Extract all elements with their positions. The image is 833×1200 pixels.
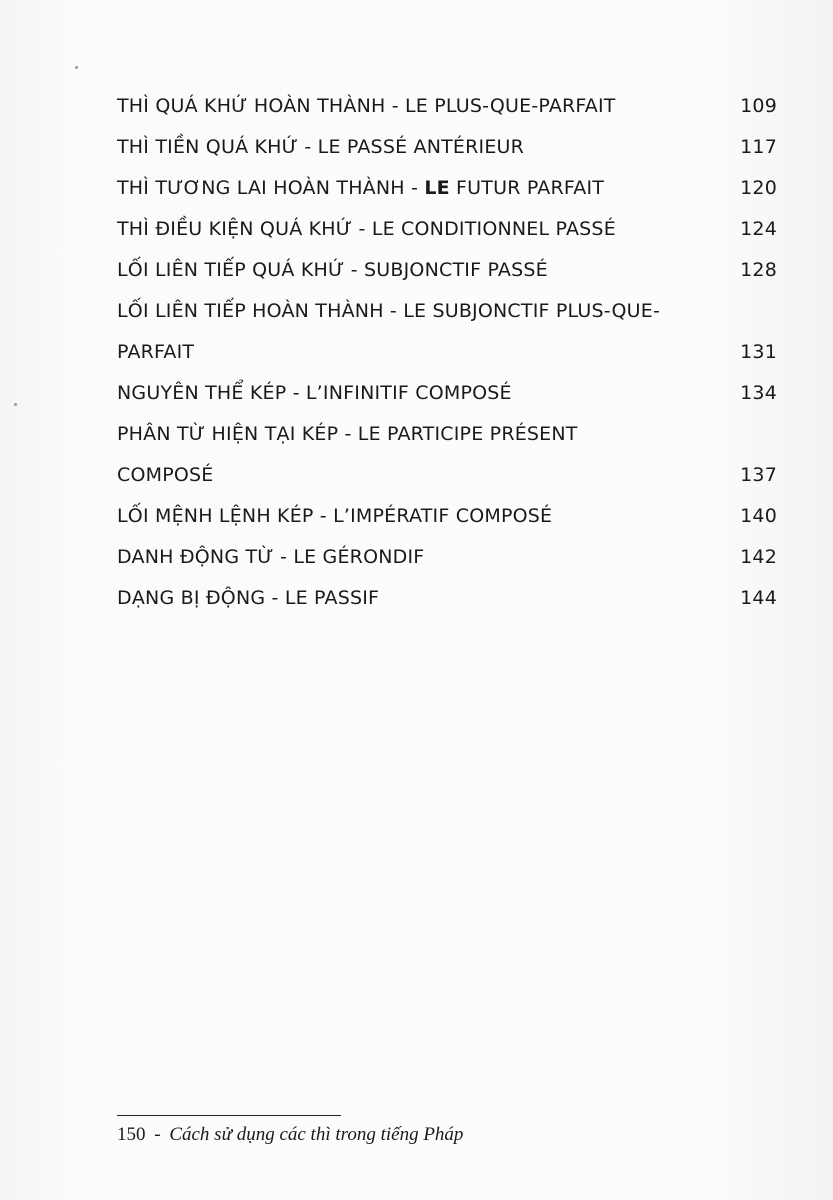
- toc-entry[interactable]: [117, 168, 777, 209]
- toc-entry-title: LỐI MỆNH LỆNH KÉP - L’IMPÉRATIF COMPOSÉ: [117, 505, 553, 527]
- toc-entry-title-line1: LỐI LIÊN TIẾP HOÀN THÀNH - LE SUBJONCTIF PLUS-QUE-: [117, 300, 661, 322]
- dot-leader: [551, 275, 737, 276]
- footer-rule: [117, 1115, 341, 1116]
- toc-entry-page: 142: [740, 546, 777, 568]
- toc-entry-title-line2: PARFAIT: [117, 341, 195, 363]
- dot-leader: [527, 152, 737, 153]
- dot-leader: [555, 521, 737, 522]
- toc-entry-title: DANH ĐỘNG TỪ - LE GÉRONDIF: [117, 546, 425, 568]
- toc-entry[interactable]: [117, 496, 777, 537]
- footer-page-number: 150: [117, 1124, 146, 1145]
- toc-entry-title-part: FUTUR PARFAIT: [449, 177, 605, 199]
- dot-leader: [427, 562, 737, 563]
- toc-entry-title-bold: LE: [424, 177, 450, 199]
- toc-entry-page: 117: [740, 136, 777, 158]
- toc-entry[interactable]: [117, 86, 777, 127]
- toc-entry-title: NGUYÊN THỂ KÉP - L’INFINITIF COMPOSÉ: [117, 382, 512, 404]
- toc-entry[interactable]: [117, 291, 777, 373]
- dot-leader: [217, 480, 738, 481]
- toc-entry[interactable]: [117, 373, 777, 414]
- toc-entry-title-line2: COMPOSÉ: [117, 464, 214, 486]
- dot-leader: [515, 398, 737, 399]
- toc-entry[interactable]: [117, 414, 777, 496]
- toc-entry-page: 120: [740, 177, 777, 199]
- toc-entry-page: 131: [740, 341, 777, 363]
- toc-entry-title: DẠNG BỊ ĐỘNG - LE PASSIF: [117, 587, 380, 609]
- scan-speck: [14, 403, 17, 406]
- toc-entry[interactable]: [117, 578, 777, 619]
- dot-leader: [382, 603, 737, 604]
- dot-leader: [607, 193, 737, 194]
- toc-entry-page: 109: [740, 95, 777, 117]
- toc-entry-page: 124: [740, 218, 777, 240]
- toc-entry-page: 140: [740, 505, 777, 527]
- toc-entry-title: THÌ ĐIỀU KIỆN QUÁ KHỨ - LE CONDITIONNEL PASSÉ: [117, 218, 616, 240]
- toc-entry-page: 144: [740, 587, 777, 609]
- toc-entry-title-part: THÌ TƯƠNG LAI HOÀN THÀNH -: [117, 177, 425, 199]
- toc-entry-title: LỐI LIÊN TIẾP QUÁ KHỨ - SUBJONCTIF PASSÉ: [117, 259, 548, 281]
- toc-entry-title: [117, 168, 604, 209]
- toc-entry[interactable]: [117, 250, 777, 291]
- dot-leader: [197, 357, 737, 358]
- footer-book-title: Cách sử dụng các thì trong tiếng Pháp: [169, 1124, 464, 1145]
- footer-separator: -: [154, 1124, 161, 1145]
- toc-entry-title-line1: PHÂN TỪ HIỆN TẠI KÉP - LE PARTICIPE PRÉSENT: [117, 423, 578, 445]
- dot-leader: [619, 234, 737, 235]
- toc-entry-title: THÌ TIỀN QUÁ KHỨ - LE PASSÉ ANTÉRIEUR: [117, 136, 525, 158]
- toc-entry[interactable]: [117, 209, 777, 250]
- toc-entry[interactable]: [117, 537, 777, 578]
- toc-entry-page: 137: [740, 464, 777, 486]
- page-footer: [117, 1124, 463, 1146]
- toc-entry-title: THÌ QUÁ KHỨ HOÀN THÀNH - LE PLUS-QUE-PARFAIT: [117, 95, 616, 117]
- scan-speck: [75, 66, 78, 69]
- table-of-contents: [117, 86, 777, 619]
- toc-entry-page: 128: [740, 259, 777, 281]
- toc-entry-page: 134: [740, 382, 777, 404]
- dot-leader: [619, 111, 738, 112]
- toc-entry[interactable]: [117, 127, 777, 168]
